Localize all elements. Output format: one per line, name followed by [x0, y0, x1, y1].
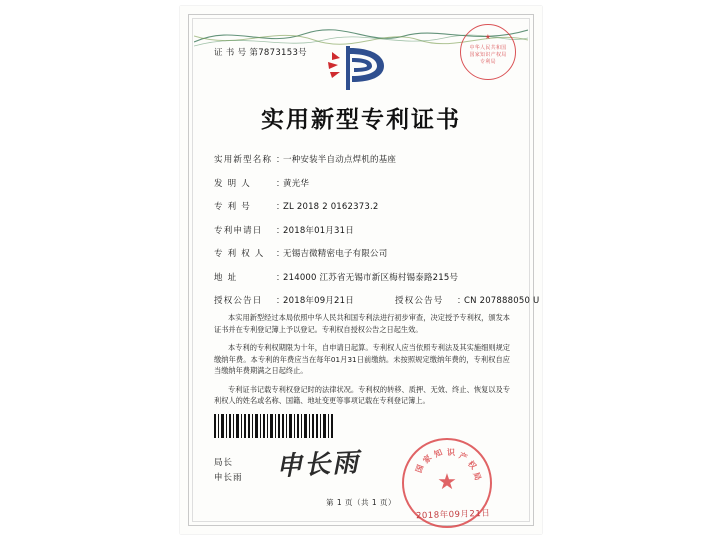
field-value: 无锡吉微精密电子有限公司	[283, 249, 388, 259]
field-colon: ：	[276, 296, 285, 306]
legal-text-block	[214, 312, 510, 414]
field-colon: ：	[276, 272, 285, 283]
field-label: 实用新型名称	[214, 155, 273, 165]
field-colon: ：	[276, 225, 285, 236]
signature-area	[214, 436, 510, 522]
field-row-inventor	[214, 178, 510, 190]
certificate-number: 证 书 号 第7873153号	[214, 48, 307, 58]
top-seal-text	[463, 45, 512, 66]
field-value: ZL 2018 2 0162373.2	[283, 202, 379, 212]
field-colon: ：	[276, 249, 285, 259]
field-value: 2018年01月31日	[283, 225, 354, 236]
top-seal-line1: 中华人民共和国	[469, 44, 507, 51]
field-label: 发 明 人	[214, 178, 251, 189]
field-colon: ：	[276, 178, 285, 189]
seal-ring-text: 国 家 知 识 产 权 局	[414, 447, 483, 482]
legal-paragraph-1: 本实用新型经过本局依照中华人民共和国专利法进行初步审查，决定授予专利权，颁发本证书并在专利登记簿上予以登记。专利权自授权公告之日起生效。	[214, 313, 510, 334]
field-value: 214000 江苏省无锡市新区梅村锡泰路215号	[283, 272, 459, 283]
handwritten-signature: 申长雨	[275, 447, 361, 483]
field-label: 地 址	[214, 272, 238, 283]
field-label: 专 利 权 人	[214, 249, 265, 259]
director-label	[214, 456, 243, 486]
legal-paragraph-3: 专利证书记载专利权登记时的法律状况。专利权的转移、质押、无效、终止、恢复以及专利权人的姓名或名称、国籍、地址变更等事项记载在专利登记簿上。	[214, 384, 510, 405]
top-seal-line2: 国家知识产权局	[469, 51, 507, 58]
field-row-utility-model-name	[214, 154, 510, 166]
page-title: 实用新型专利证书	[261, 107, 461, 133]
field-row-address	[214, 272, 510, 284]
grant-number-label: 授权公告号	[395, 296, 444, 306]
field-row-patentee	[214, 248, 510, 260]
field-value: 一种安装半自动点焊机的基座	[283, 155, 397, 165]
certificate-sheet	[180, 6, 542, 534]
page-footer: 第 1 页（共 1 页）	[325, 498, 397, 507]
field-colon: ：	[276, 155, 285, 165]
legal-paragraph-2: 本专利的专利权期限为十年，自申请日起算。专利权人应当依照专利法及其实施细则规定缴纳年费。本专利的年费应当在每年01月31日前缴纳。未按照规定缴纳年费的，专利权自应当缴纳年费期满之日起终止。	[214, 343, 510, 375]
top-seal-line3: 专利局	[480, 58, 496, 65]
grant-date-value: 2018年09月21日	[283, 296, 354, 306]
field-row-application-date	[214, 225, 510, 237]
field-value: 黄光华	[283, 178, 310, 189]
field-row-grant-announcement	[214, 295, 540, 307]
seal-star-icon: ★	[437, 470, 457, 495]
field-label: 专利申请日	[214, 225, 263, 236]
field-row-patent-number	[214, 201, 510, 213]
fields-block	[214, 154, 540, 319]
grant-date-label: 授权公告日	[214, 296, 263, 306]
seal-star-icon: ★	[484, 33, 492, 41]
field-label: 专 利 号	[214, 202, 251, 212]
top-right-seal	[460, 24, 516, 80]
director-name: 申长雨	[214, 473, 243, 483]
ip-office-emblem-icon	[316, 38, 406, 98]
barcode	[214, 414, 334, 438]
seal-date: 2018年09月21日	[415, 508, 491, 522]
director-title: 局长	[214, 458, 234, 468]
field-colon: ：	[276, 202, 285, 212]
grant-number-value: CN 207888050 U	[464, 296, 540, 306]
field-colon: ：	[457, 296, 466, 306]
